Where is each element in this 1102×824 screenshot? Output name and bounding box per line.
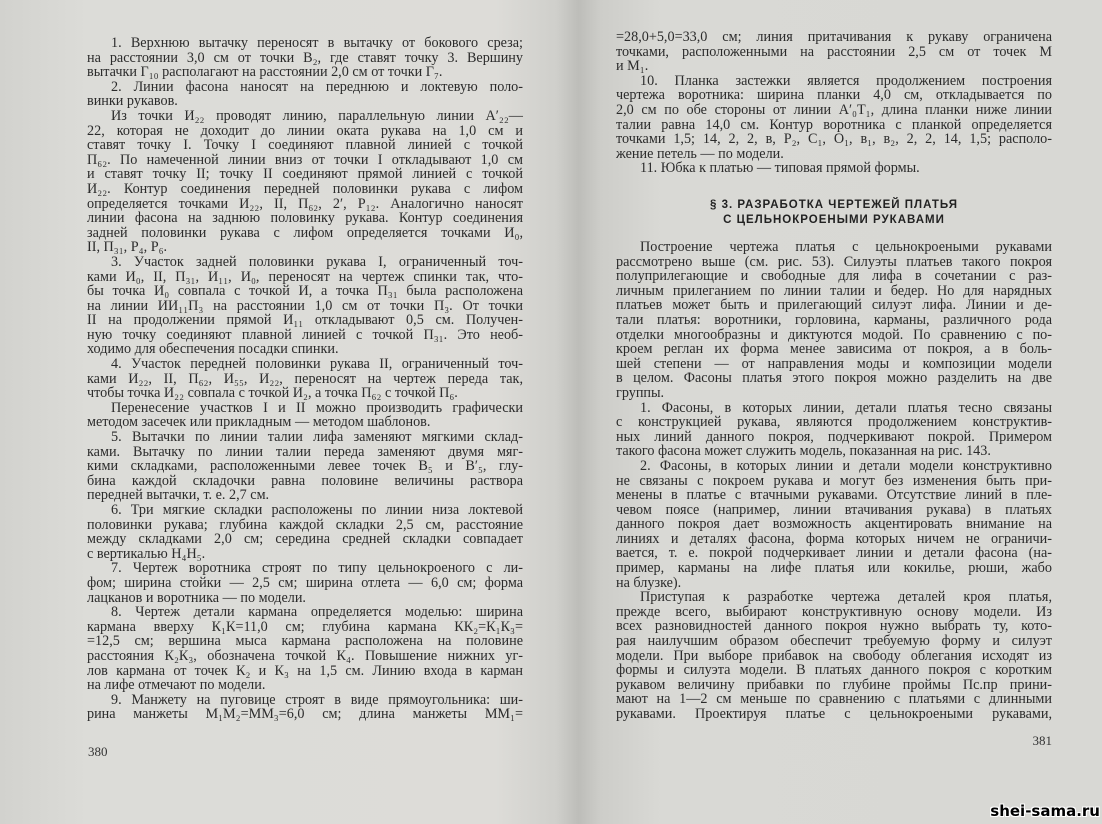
paragraph: [616, 240, 1052, 401]
text-line: талии равна 14,0 см. Контур воротника с планкой определяется: [616, 116, 1052, 133]
text-line: 2. Фасоны, в которых линии и детали модели конструктивно: [640, 457, 1052, 474]
section-heading: [616, 198, 1052, 228]
text-line: данного покроя дает возможность акцентировать внимание на: [616, 516, 1052, 533]
text-line: бы точка И₀ совпала с точкой И, а точка П₃₁ была расположена: [87, 283, 523, 300]
text-line: мают на 1—2 см меньше по сравнению с платьями с длинными: [616, 691, 1052, 708]
text-line: лацканов и воротника — по модели.: [87, 589, 306, 606]
text-line: платьев может быть и прилегающий силуэт лифа. Линии и де-: [616, 297, 1052, 314]
paragraph: [87, 109, 523, 255]
text-line: прежде всего, выбирают конструктивную основу модели. Из: [616, 603, 1052, 620]
text-line: чевом поясе (например, линии втачивания рукава) в платьях: [616, 501, 1052, 518]
right-page-top-text: [616, 30, 1052, 176]
text-line: II, П₃₁, Р₄, Р₆.: [87, 239, 168, 256]
text-line: Приступая к разработке чертежа деталей кроя платья,: [640, 589, 1052, 606]
text-line: точками 1,5; 14, 2, 2, в, Р₂, С₁, О₁, в₁, в₂, 2, 2, 14, 1,5; располо-: [616, 131, 1052, 148]
paragraph: [87, 605, 523, 693]
paragraph: [87, 401, 523, 430]
text-line: 3. Участок задней половинки рукава I, ограниченный точ-: [111, 253, 523, 270]
text-line: рассмотрено выше (см. рис. 53). Силуэты платьев такого покроя: [616, 253, 1052, 270]
text-line: такого фасона может служить модель, показанная на рис. 143.: [616, 443, 991, 460]
paragraph: [87, 561, 523, 605]
watermark: shei-sama.ru: [990, 802, 1100, 820]
text-line: передней вытачки, т. е. 2,7 см.: [87, 487, 270, 504]
text-line: в целом. Фасоны платья этого покроя можно разделить на две: [616, 370, 1052, 387]
paragraph: [87, 255, 523, 357]
paragraph: [616, 590, 1052, 721]
section-heading-line: § 3. РАЗРАБОТКА ЧЕРТЕЖЕЙ ПЛАТЬЯ: [710, 199, 958, 211]
text-line: вается, т. е. покрой подчеркивает линии и детали фасона (на-: [616, 545, 1052, 562]
text-line: модели. При выборе прибавок на свободу облегания исходят из: [616, 647, 1052, 664]
text-line: 2,0 см по обе стороны от линии А′₀Т₁, длина планки ниже линии: [616, 101, 1052, 118]
text-line: на линии ИИ₁₁П₃ на расстоянии 1,0 см от точки П₃. От точки: [87, 297, 523, 314]
text-line: фом; ширина стойки — 2,5 см; ширина отлета — 6,0 см; форма: [87, 574, 523, 591]
text-line: Перенесение участков I и II можно производить графически: [111, 399, 523, 416]
page-number-left: 380: [88, 744, 108, 759]
text-line: чтобы точка И₂₂ совпала с точкой И₂, а точка П₆₂ с точкой П₆.: [87, 385, 458, 402]
text-line: бина каждой складочки равна половине величины раствора: [87, 472, 523, 489]
paragraph: [616, 74, 1052, 162]
text-line: ную точку соединяют плавной линией с точкой П₃₁. Это необ-: [87, 326, 523, 343]
text-line: между складками 2,0 см; середина средней складки совпадает: [87, 531, 523, 548]
text-line: кармана вверху К₁К=11,0 см; глубина кармана КК₂=К₁К₃=: [87, 618, 523, 635]
text-line: 7. Чертеж воротника строят по типу цельнокроеного с ли-: [111, 560, 523, 577]
text-line: менены в платье с втачными рукавами. Отсутствие линий в пле-: [616, 487, 1052, 504]
text-line: 22, которая не доходит до линии оката рукава на 1,0 см и: [87, 122, 523, 139]
text-line: рукавом величину прибавки по глубине проймы Пс.пр прини-: [616, 676, 1052, 693]
paragraph: [87, 80, 523, 109]
text-line: методом засечек или прикладным — методом шаблонов.: [87, 414, 431, 431]
paragraph: [616, 401, 1052, 459]
text-line: винки рукавов.: [87, 93, 178, 110]
text-line: определяется точками И₂₂, II, П₆₂, 2′, Р₁₂. Аналогично наносят: [87, 195, 523, 212]
paragraph: [87, 36, 523, 80]
text-line: 6. Три мягкие складки расположены по линии низа локтевой: [111, 502, 523, 518]
text-line: ками И₀, II, П₃₁, И₁₁, И₀, переносят на чертеж спинки так, что-: [87, 268, 523, 285]
text-line: на лифе отмечают по модели.: [87, 677, 266, 694]
text-line: кими складками, расположенными левее точек В₅ и В′₅, глу-: [87, 458, 523, 475]
text-line: тали платья: воротники, горловина, карманы, различного рода: [616, 311, 1052, 328]
text-line: задней половинки рукава с лифом определяется точками И₀,: [87, 224, 523, 241]
text-line: полуприлегающие и свободные для лифа в сочетании с раз-: [616, 268, 1052, 285]
text-line: 10. Планка застежки является продолжением построения: [640, 72, 1052, 89]
text-line: ставят точку I. Точку I соединяют плавной линией с точкой: [87, 137, 523, 154]
text-line: 11. Юбка к платью — типовая прямой формы.: [640, 160, 920, 177]
text-line: половинки рукава; глубина каждой складки 2,5 см, расстояние: [87, 516, 523, 533]
text-line: вытачки Г₁₀ располагают на расстоянии 2,0 см от точки Г₇.: [87, 64, 443, 81]
text-line: =28,0+5,0=33,0 см; линия притачивания к рукаву ограничена: [616, 29, 1052, 45]
text-line: Построение чертежа платья с цельнокроеными рукавами: [640, 239, 1052, 255]
text-line: кроем реглан их форма менее зависима от покроя, а в боль-: [616, 341, 1052, 358]
paragraph: [87, 503, 523, 561]
text-line: формы и силуэта модели. В платьях данного покроя с коротким: [616, 662, 1052, 679]
text-line: рина манжеты М₁М₂=ММ₃=6,0 см; длина манжеты ММ₁=: [87, 706, 523, 723]
text-line: точками, расположенными на расстоянии 2,5 см от точек М: [616, 43, 1052, 60]
paragraph: [87, 357, 523, 401]
text-line: 1. Верхнюю вытачку переносят в вытачку от бокового среза;: [111, 35, 523, 51]
text-line: П₆₂. По намеченной линии вниз от точки I откладывают 1,0 см: [87, 151, 523, 168]
text-line: расстояния К₂К₃, обозначена точкой К₄. Повышение нижних уг-: [87, 647, 523, 664]
text-line: лов кармана от точек К₂ и К₃ на 1,5 см. Линию входа в карман: [87, 662, 523, 679]
text-line: пример, карманы на лифе платья или кокилье, рюши, жабо: [616, 560, 1052, 577]
text-line: рая наилучшим образом обеспечит требуемую форму и силуэт: [616, 633, 1052, 650]
text-line: 5. Вытачки по линии талии лифа заменяют мягкими склад-: [111, 429, 523, 446]
text-line: ками И₂₂, II, П₆₂, И₅₅, И₂₂, переносят на чертеж переда так,: [87, 370, 523, 387]
paragraph: [87, 693, 523, 722]
left-page-text: [87, 36, 523, 722]
text-line: ходимо для обеспечения посадки спинки.: [87, 341, 339, 358]
text-line: II на продолжении прямой И₁₁ откладывают 0,5 см. Получен-: [87, 312, 523, 329]
paragraph: [616, 459, 1052, 590]
text-line: 4. Участок передней половинки рукава II, ограниченный точ-: [111, 356, 523, 373]
text-line: чертежа воротника: ширина планки 4,0 см, откладывается по: [616, 87, 1052, 104]
text-line: с вертикалью Н₄Н₅.: [87, 545, 206, 562]
text-line: линиях и деталях фасона, форма которых ничем не ограничи-: [616, 530, 1052, 547]
text-line: отделки многообразны и диктуются модой. По сравнению с по-: [616, 326, 1052, 343]
text-line: и М₁.: [616, 58, 649, 75]
text-line: на расстоянии 3,0 см от точки В₂, где ставят точку 3. Вершину: [87, 49, 523, 66]
text-line: =12,5 см; вершина мыса кармана расположена на половине: [87, 633, 523, 650]
text-line: личным прилеганием по линии талии и бедер. Но для нарядных: [616, 282, 1052, 299]
text-line: с конструкцией рукава, являются продолжением конструктив-: [616, 414, 1052, 431]
text-line: шей степени — от направления моды и композиции модели: [616, 355, 1052, 372]
text-line: ками. Вытачку по линии талии переда заменяют двумя мяг-: [87, 443, 523, 460]
page-number-right: 381: [1032, 733, 1052, 748]
text-line: всех разновидностей данного покроя нужно выбрать ту, кото-: [616, 618, 1052, 635]
text-line: И₂₂. Контур соединения передней половинки рукава с лифом: [87, 180, 523, 197]
text-line: на блузке).: [616, 574, 682, 591]
text-line: группы.: [616, 384, 665, 401]
text-line: рукавами. Проектируя платье с цельнокроеными рукавами,: [616, 706, 1052, 722]
text-line: 1. Фасоны, в которых линии, детали платья тесно связаны: [640, 399, 1052, 416]
text-line: линии фасона на заднюю половинку рукава. Контур соединения: [87, 210, 523, 227]
right-page-section-text: [616, 240, 1052, 722]
text-line: ных линий данного покроя, подчеркивают покрой. Примером: [616, 428, 1052, 445]
paragraph: [616, 161, 1052, 176]
text-line: жение петель — по модели.: [616, 145, 784, 162]
text-line: 9. Манжету на пуговице строят в виде прямоугольника: ши-: [111, 691, 523, 708]
text-line: и ставят точку II; точку II соединяют прямой линией с точкой: [87, 166, 523, 183]
text-line: 8. Чертеж детали кармана определяется моделью: ширина: [111, 604, 523, 621]
paragraph: [87, 430, 523, 503]
text-line: Из точки И₂₂ проводят линию, параллельную линии А′₂₂—: [111, 107, 523, 124]
text-line: не связаны с покроем рукава и могут без изменения быть при-: [616, 472, 1052, 489]
text-line: 2. Линии фасона наносят на переднюю и локтевую поло-: [111, 78, 523, 95]
paragraph: [616, 30, 1052, 74]
section-heading-line: С ЦЕЛЬНОКРОЕНЫМИ РУКАВАМИ: [723, 214, 945, 226]
